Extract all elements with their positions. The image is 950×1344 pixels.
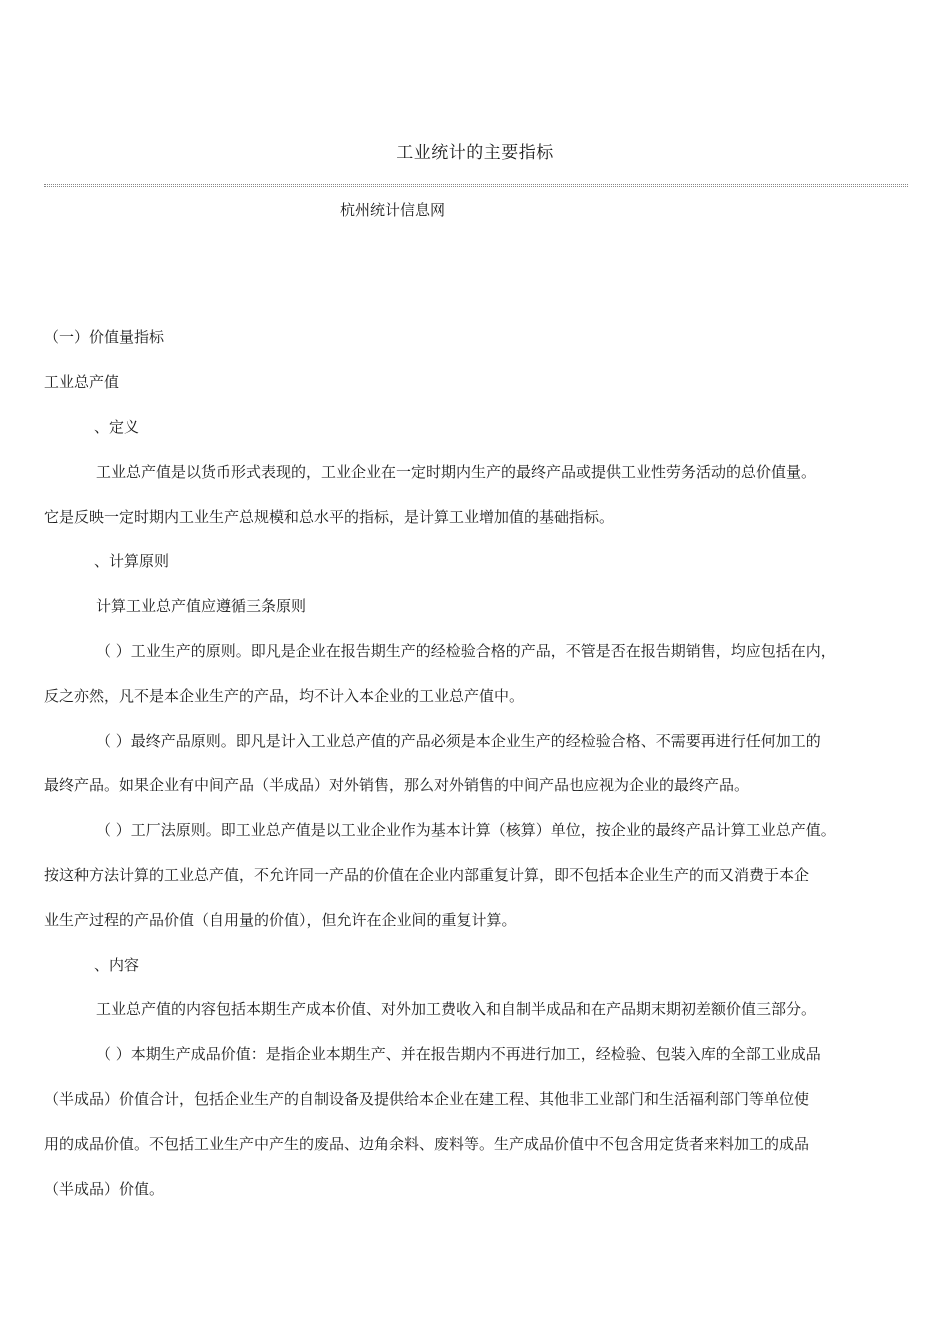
paragraph-line: 反之亦然，凡不是本企业生产的产品，均不计入本企业的工业总产值中。 bbox=[44, 687, 525, 705]
paragraph-line: （ ）本期生产成品价值：是指企业本期生产、并在报告期内不再进行加工，经检验、包装入库的全部工业成品 bbox=[96, 1045, 821, 1063]
paragraph-line: 按这种方法计算的工业总产值，不允许同一产品的价值在企业内部重复计算，即不包括本企业生产的而又消费于本企 bbox=[44, 866, 810, 884]
document-title: 工业统计的主要指标 bbox=[396, 143, 554, 163]
title-divider bbox=[44, 184, 908, 187]
paragraph-line: 用的成品价值。不包括工业生产中产生的废品、边角余料、废料等。生产成品价值中不包含用定货者来料加工的成品 bbox=[44, 1135, 810, 1153]
paragraph-line: 业生产过程的产品价值（自用量的价值），但允许在企业间的重复计算。 bbox=[44, 911, 517, 929]
item-heading: 、计算原则 bbox=[94, 552, 170, 570]
source-label: 杭州统计信息网 bbox=[340, 201, 446, 219]
paragraph-line: （半成品）价值。 bbox=[44, 1180, 165, 1198]
paragraph-line: 计算工业总产值应遵循三条原则 bbox=[96, 597, 307, 615]
paragraph-line: （ ）最终产品原则。即凡是计入工业总产值的产品必须是本企业生产的经检验合格、不需要再进行任何加工的 bbox=[96, 732, 821, 750]
paragraph-line: 它是反映一定时期内工业生产总规模和总水平的指标，是计算工业增加值的基础指标。 bbox=[44, 508, 615, 526]
paragraph-line: （ ）工业生产的原则。即凡是企业在报告期生产的经检验合格的产品，不管是否在报告期销售，均应包括在内， bbox=[96, 642, 836, 660]
paragraph-line: 最终产品。如果企业有中间产品（半成品）对外销售，那么对外销售的中间产品也应视为企业的最终产品。 bbox=[44, 776, 750, 794]
paragraph-line: 工业总产值的内容包括本期生产成本价值、对外加工费收入和自制半成品和在产品期末期初差额价值三部分。 bbox=[96, 1000, 817, 1018]
subsection-heading: 工业总产值 bbox=[44, 373, 120, 391]
item-heading: 、定义 bbox=[94, 418, 140, 436]
paragraph-line: 工业总产值是以货币形式表现的，工业企业在一定时期内生产的最终产品或提供工业性劳务活动的总价值量。 bbox=[96, 463, 817, 481]
paragraph-line: （半成品）价值合计，包括企业生产的自制设备及提供给本企业在建工程、其他非工业部门和生活福利部门等单位使 bbox=[44, 1090, 810, 1108]
paragraph-line: （ ）工厂法原则。即工业总产值是以工业企业作为基本计算（核算）单位，按企业的最终产品计算工业总产值。 bbox=[96, 821, 836, 839]
item-heading: 、内容 bbox=[94, 956, 140, 974]
section-heading: （一）价值量指标 bbox=[44, 328, 165, 346]
